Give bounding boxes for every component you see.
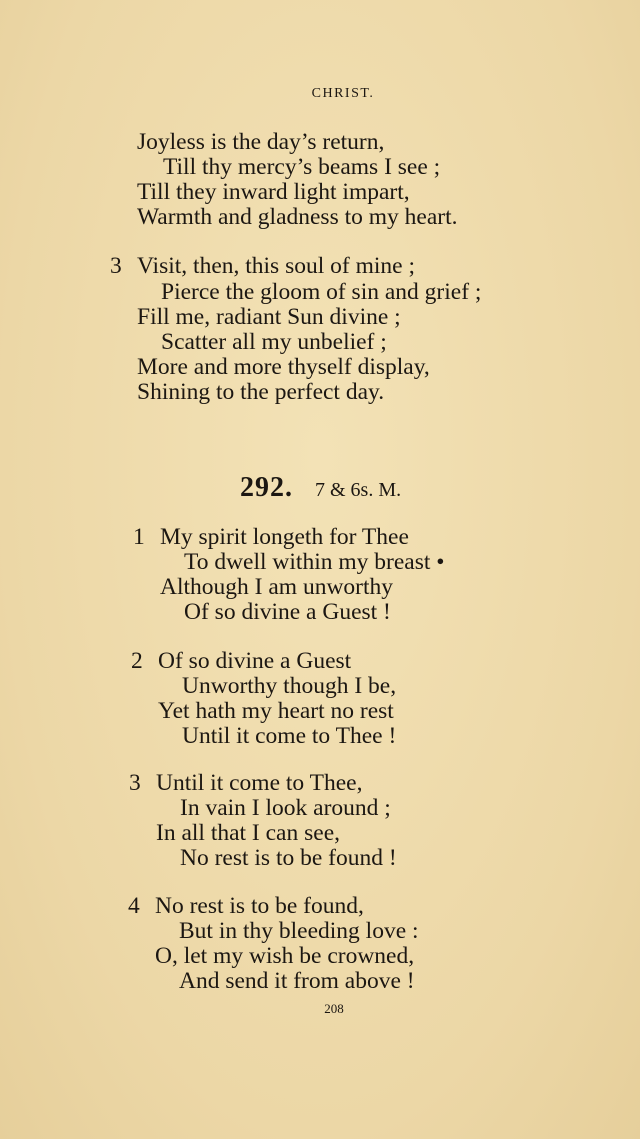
hymn-heading bbox=[240, 474, 401, 502]
verse-line: And send it from above ! bbox=[179, 968, 415, 994]
verse-line: Till thy mercy’s beams I see ; bbox=[163, 154, 441, 180]
verse-number: 1 bbox=[133, 524, 145, 550]
verse-line: Scatter all my unbelief ; bbox=[161, 329, 387, 355]
verse-number: 3 bbox=[110, 253, 122, 279]
verse-line: Until it come to Thee, bbox=[156, 770, 363, 796]
verse-line: Warmth and gladness to my heart. bbox=[137, 204, 458, 230]
verse-line: Visit, then, this soul of mine ; bbox=[137, 253, 415, 279]
verse-line: Until it come to Thee ! bbox=[182, 723, 397, 749]
verse-line: Of so divine a Guest bbox=[158, 648, 352, 674]
verse-line: Unworthy though I be, bbox=[182, 673, 397, 699]
verse-line: Till they inward light impart, bbox=[137, 179, 410, 205]
verse-line: More and more thyself display, bbox=[137, 354, 430, 380]
verse-line: No rest is to be found, bbox=[155, 893, 364, 919]
verse-line: Although I am unworthy bbox=[160, 574, 394, 600]
verse-number: 3 bbox=[129, 770, 141, 796]
verse-line: Of so divine a Guest ! bbox=[184, 599, 391, 625]
verse-line: Fill me, radiant Sun divine ; bbox=[137, 304, 401, 330]
verse-line: Pierce the gloom of sin and grief ; bbox=[161, 279, 482, 305]
verse-line: But in thy bleeding love : bbox=[179, 918, 419, 944]
verse-line: To dwell within my breast • bbox=[184, 549, 445, 575]
verse-number: 4 bbox=[128, 893, 140, 919]
verse-line: In all that I can see, bbox=[156, 820, 340, 846]
hymn-number: 292. bbox=[240, 472, 293, 503]
page-number: 208 bbox=[324, 1001, 344, 1016]
verse-line: Yet hath my heart no rest bbox=[158, 698, 394, 724]
verse-line: In vain I look around ; bbox=[180, 795, 391, 821]
verse-line: Shining to the perfect day. bbox=[137, 379, 385, 405]
running-header: CHRIST. bbox=[311, 86, 375, 101]
verse-line: Joyless is the day’s return, bbox=[137, 129, 385, 155]
verse-line: O, let my wish be crowned, bbox=[155, 943, 415, 969]
hymn-meter: 7 & 6s. M. bbox=[315, 479, 402, 501]
verse-line: My spirit longeth for Thee bbox=[160, 524, 409, 550]
verse-line: No rest is to be found ! bbox=[180, 845, 397, 871]
verse-number: 2 bbox=[131, 648, 143, 674]
